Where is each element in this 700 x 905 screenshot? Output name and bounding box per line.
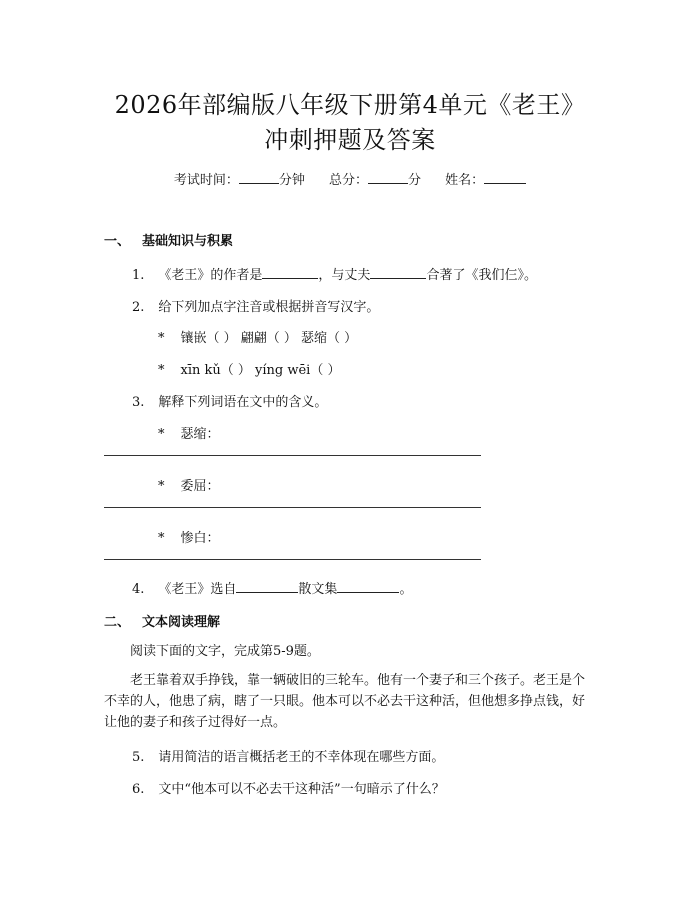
score-field: 总分： 分 [328,173,422,188]
q1-blank-husband[interactable] [370,266,426,279]
question-4: 4. 《老王》选自 散文集 。 [132,582,413,597]
question-6: 6. 文中“他本可以不必去干这种活”一句暗示了什么？ [132,782,445,797]
answer-line-2[interactable] [104,507,481,508]
exam-meta [0,169,700,188]
question-5: 5. 请用简洁的语言概括老王的不幸体现在哪些方面。 [132,750,445,765]
q3-word-3: * 惨白： [158,531,220,546]
q4-blank-author[interactable] [236,580,298,593]
question-1: 1. 《老王》的作者是 ，与丈夫 合著了《我们仨》。 [132,268,537,283]
q3-word-2: * 委屈： [158,479,220,494]
question-2: 2. 给下列加点字注音或根据拼音写汉字。 [132,300,380,315]
reading-passage: 老王靠着双手挣钱，靠一辆破旧的三轮车。他有一个妻子和三个孩子。老王是个不幸的人，他患了病，瞎了一只眼。他本可以不必去干这种活，但他想多挣点钱，好让他的妻子和孩子过得好一点。 [104,673,586,730]
q4-blank-collection[interactable] [337,580,399,593]
answer-line-1[interactable] [104,455,481,456]
section-heading-2: 二、 文本阅读理解 [104,615,221,630]
q2-bullet-2: * xīn kǔ（ ） yíng wēi（ ） [158,363,341,378]
answer-line-3[interactable] [104,559,481,560]
q2-bullet-1: * 镶嵌（ ） 翩翩（ ） 瑟缩（ ） [158,331,358,346]
title-line-2: 冲刺押题及答案 [264,126,436,154]
section-heading-1: 一、 基础知识与积累 [104,234,234,249]
score-blank[interactable] [368,171,408,184]
question-3: 3. 解释下列词语在文中的含义。 [132,395,328,410]
q3-word-1: * 瑟缩： [158,427,220,442]
time-blank[interactable] [239,171,279,184]
name-blank[interactable] [484,171,526,184]
title-line-1: 2026年部编版八年级下册第4单元《老王》 [114,91,586,119]
name-field: 姓名： [445,173,526,188]
q1-blank-author[interactable] [262,266,318,279]
time-field: 考试时间： 分钟 [173,173,305,188]
reading-intro: 阅读下面的文字，完成第5-9题。 [130,644,320,659]
